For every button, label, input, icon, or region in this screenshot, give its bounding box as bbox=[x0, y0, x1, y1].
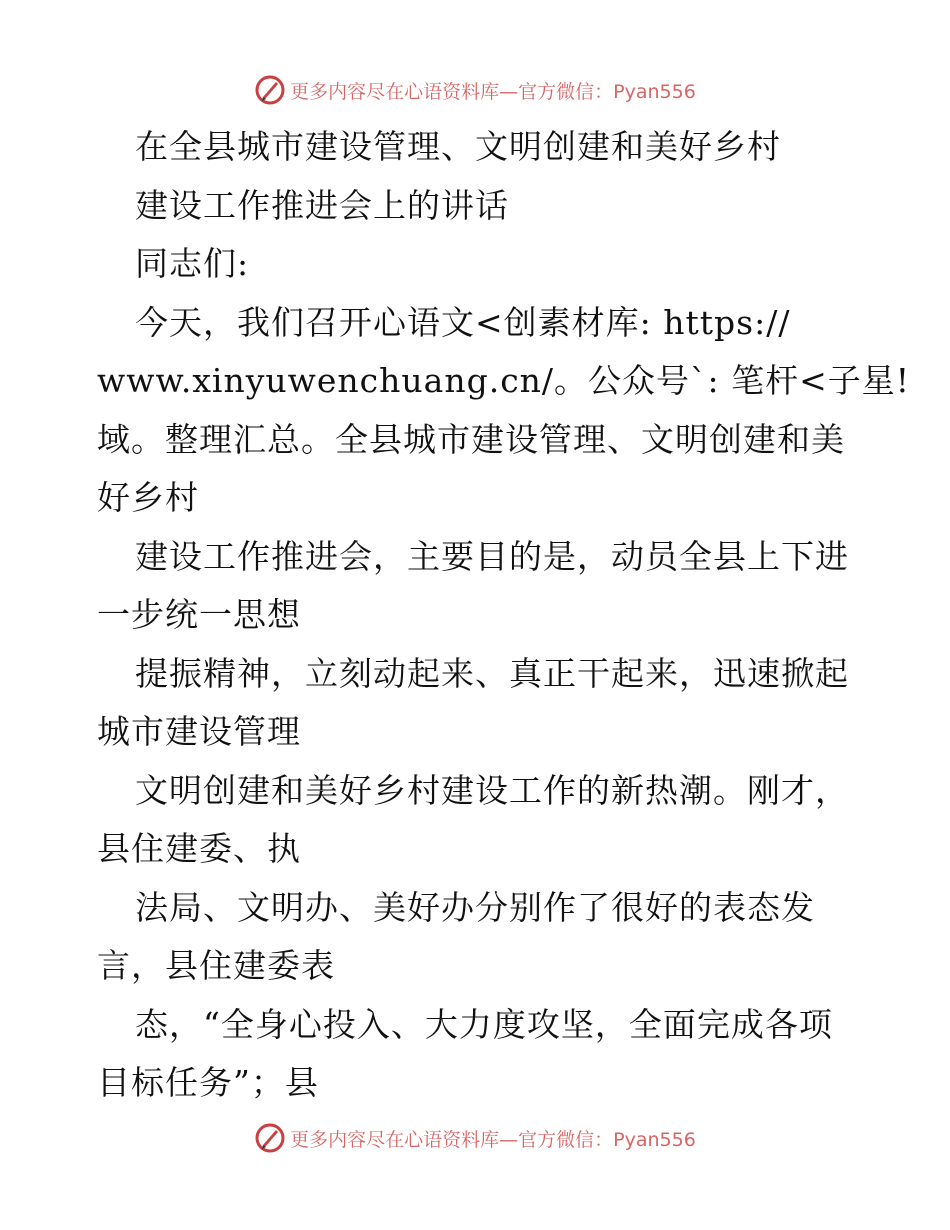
text-line: 建设工作推进会，主要目的是，动员全县上下进 bbox=[135, 536, 849, 576]
text-line: 目标任务”；县 bbox=[97, 1063, 319, 1102]
text-line: 建设工作推进会上的讲话 bbox=[135, 185, 509, 225]
text-line: 好乡村 bbox=[97, 478, 199, 517]
text-line: 今天，我们召开心语文<创素材库: https:// bbox=[135, 302, 791, 342]
text-line: 态，“全身心投入、大力度攻坚，全面完成各项 bbox=[135, 1004, 833, 1044]
quill-logo-icon bbox=[254, 74, 286, 106]
document-body bbox=[97, 118, 911, 1113]
text-line: 域。整理汇总。全县城市建设管理、文明创建和美 bbox=[97, 419, 845, 459]
footer-watermark bbox=[0, 1118, 950, 1158]
text-line: 提振精神，立刻动起来、真正干起来，迅速掀起 bbox=[135, 653, 849, 693]
text-line: 同志们: bbox=[135, 244, 250, 283]
text-line: 县住建委、执 bbox=[97, 829, 301, 868]
watermark-text: 更多内容尽在心语资料库—官方微信：Pyan556 bbox=[290, 1128, 696, 1151]
header-watermark bbox=[0, 70, 950, 110]
text-line: www.xinyuwenchuang.cn/。公众号`: 笔杆<子星! bbox=[97, 361, 911, 400]
text-line: 法局、文明办、美好办分别作了很好的表态发 bbox=[135, 887, 815, 927]
text-line: 在全县城市建设管理、文明创建和美好乡村 bbox=[135, 127, 781, 166]
text-line: 城市建设管理 bbox=[97, 712, 301, 751]
text-line: 文明创建和美好乡村建设工作的新热潮。刚才， bbox=[135, 770, 849, 810]
watermark-text: 更多内容尽在心语资料库—官方微信：Pyan556 bbox=[290, 80, 696, 103]
text-line: 一步统一思想 bbox=[97, 595, 301, 634]
text-line: 言，县住建委表 bbox=[97, 946, 335, 985]
quill-logo-icon bbox=[254, 1122, 286, 1154]
